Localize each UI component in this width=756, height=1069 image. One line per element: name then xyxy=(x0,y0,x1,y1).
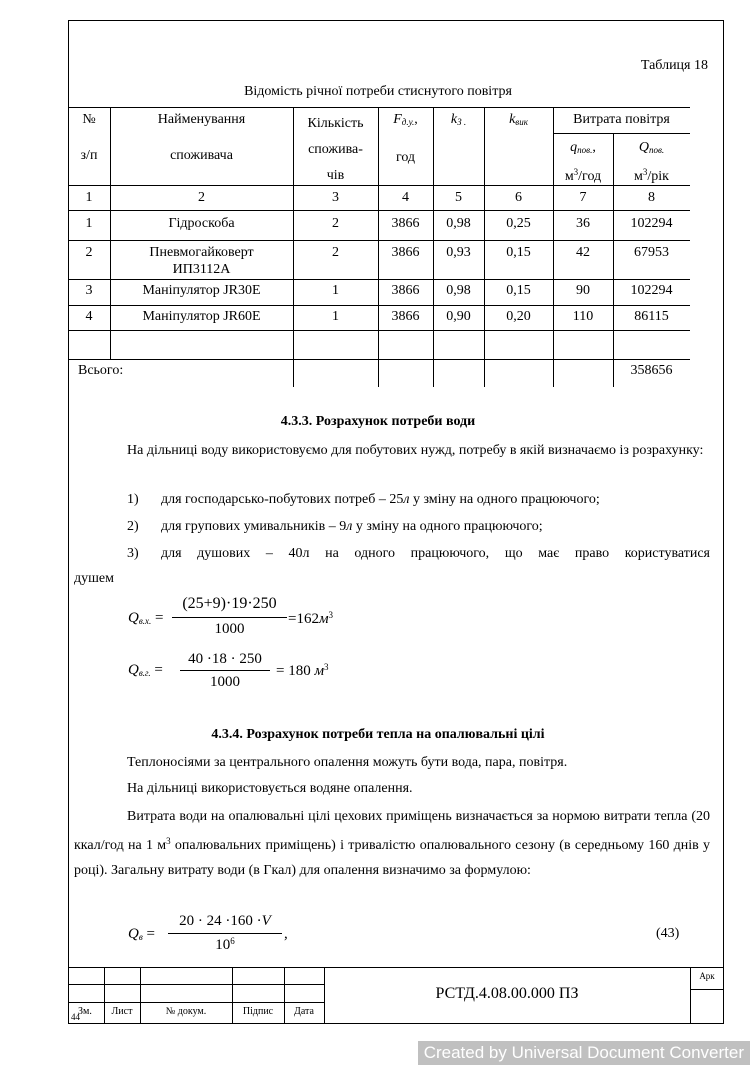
table-cell: 0,15 xyxy=(506,283,531,298)
col-number: 4 xyxy=(402,190,409,205)
list-item: для групових умивальників – 9л у зміну на одного працюючого; xyxy=(161,519,543,534)
col-number: 2 xyxy=(198,190,205,205)
sheet-label: Арк xyxy=(699,971,715,981)
table-cell: 0,20 xyxy=(506,309,531,324)
table-cell: 0,98 xyxy=(446,283,471,298)
table-title: Відомість річної потреби стиснутого повітря xyxy=(244,84,512,99)
stamp-label: Зм. xyxy=(78,1006,92,1017)
stamp-label: № докум. xyxy=(165,1006,207,1017)
total-label: Всього: xyxy=(78,363,124,378)
header-f: $F_{д.у.}$, год xyxy=(393,112,418,165)
header-flow: Витрата повітря xyxy=(573,112,670,127)
list-item-num: 3) xyxy=(127,546,139,561)
table-cell: 36 xyxy=(576,216,590,231)
heat-p2: На дільниці використовується водяне опалення. xyxy=(127,781,413,796)
col-number: 1 xyxy=(85,190,93,205)
list-item-cont: душем xyxy=(74,571,114,586)
header-k3: $k_{З .}$ xyxy=(450,112,467,127)
table-cell: 3 xyxy=(85,283,93,298)
heat-p3: Витрата води на опалювальні цілі цехових приміщень визначається за нормою витрати тепла (20 ккал/год на 1 $м^3$ опалювальних приміщень) і тривалістю опалювального сезону (в середньому 160 днів у році). Загальну витрату води (в Гкал) для опалення визначимо за формулою: xyxy=(74,809,710,878)
section-heading-heat: 4.3.4. Розрахунок потреби тепла на опалювальні цілі xyxy=(211,727,545,742)
table-cell: 0,98 xyxy=(446,216,471,231)
table-cell: 1 xyxy=(332,309,339,324)
stamp-label: Лист xyxy=(111,1006,133,1017)
table-cell: Гідроскоба xyxy=(168,216,235,231)
table-cell: 0,15 xyxy=(506,245,531,260)
table-cell: Пневмогайковерт ИП3112А xyxy=(149,245,254,277)
air-demand-table xyxy=(68,107,690,387)
col-number: 5 xyxy=(455,190,462,205)
table-cell: 2 xyxy=(85,245,93,260)
col-number: 8 xyxy=(648,190,655,205)
stamp-label: Підпис xyxy=(242,1006,274,1017)
table-cell: Маніпулятор JR30E xyxy=(142,283,261,298)
table-cell: 3866 xyxy=(391,245,420,260)
table-cell: 2 xyxy=(332,216,339,231)
list-item-num: 1) xyxy=(127,492,139,507)
page-number: 44 xyxy=(71,1012,80,1022)
water-intro: На дільниці воду використовуємо для побутових нужд, потребу в якій визначаємо із розрахунку: xyxy=(127,443,704,458)
table-cell: Маніпулятор JR60E xyxy=(142,309,261,324)
table-cell: 110 xyxy=(572,309,594,324)
table-cell: 102294 xyxy=(630,283,673,298)
table-cell: 1 xyxy=(85,216,93,231)
table-cell: 3866 xyxy=(391,309,420,324)
watermark: Created by Universal Document Converter xyxy=(418,1041,750,1065)
total-value: 358656 xyxy=(630,363,673,378)
header-kvyk: $k_{вик}$ xyxy=(509,112,528,127)
col-number: 7 xyxy=(579,190,587,205)
col-number: 3 xyxy=(332,190,339,205)
table-cell: 86115 xyxy=(634,309,669,324)
header-name: Найменування споживача xyxy=(157,112,246,163)
table-cell: 1 xyxy=(332,283,339,298)
header-qty: Кількість спожива- чів xyxy=(307,116,364,183)
table-cell: 90 xyxy=(576,283,590,298)
table-cell: 4 xyxy=(85,309,93,324)
section-heading-water: 4.3.3. Розрахунок потреби води xyxy=(280,414,476,429)
header-q-year: $Q_{пов.}$ $м^3$/рік xyxy=(634,140,669,184)
stamp-label: Дата xyxy=(294,1006,314,1017)
list-item-num: 2) xyxy=(127,519,139,534)
table-cell: 42 xyxy=(576,245,590,260)
table-cell: 0,93 xyxy=(446,245,471,260)
table-cell: 67953 xyxy=(634,245,669,260)
table-cell: 102294 xyxy=(630,216,673,231)
equation-number: (43) xyxy=(656,926,680,941)
header-q-hour: $q_{пов.}$, $м^3$/год xyxy=(564,140,602,184)
col-number: 6 xyxy=(515,190,522,205)
table-cell: 3866 xyxy=(391,283,420,298)
heat-p1: Теплоносіями за центрального опалення можуть бути вода, пара, повітря. xyxy=(127,755,568,770)
list-item: для душових – 40л на одного працюючого, що має право користуватися xyxy=(161,546,710,561)
table-cell: 0,90 xyxy=(446,309,471,324)
table-number: Таблиця 18 xyxy=(640,58,708,73)
list-item: для господарсько-побутових потреб – 25л у зміну на одного працюючого; xyxy=(161,492,600,507)
document-code: РСТД.4.08.00.000 ПЗ xyxy=(435,985,579,1002)
table-cell: 2 xyxy=(332,245,339,260)
table-cell: 3866 xyxy=(391,216,420,231)
header-no: № з/п xyxy=(80,112,98,163)
table-cell: 0,25 xyxy=(506,216,531,231)
